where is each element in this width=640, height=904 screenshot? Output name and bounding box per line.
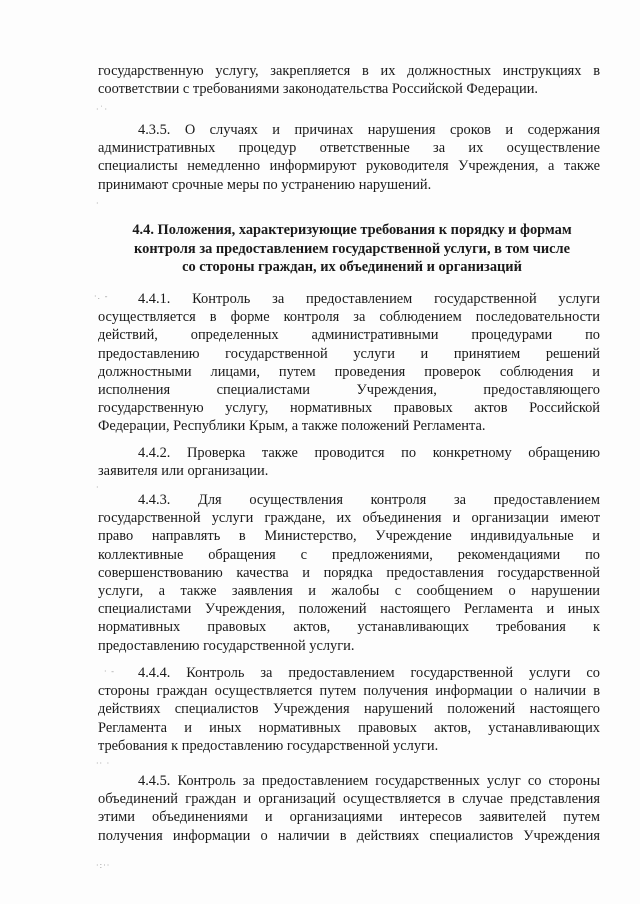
text-line: государственной услуги граждане, их объединения и организации имеют <box>98 510 600 527</box>
text-line: коллективные обращения с предложениями, рекомендациями по <box>98 546 600 563</box>
scan-speck: · <box>96 483 100 492</box>
text-line: 4.3.5. О случаях и причинах нарушения сроков и содержания <box>138 122 600 138</box>
paragraph-4-4-4 <box>98 664 600 755</box>
text-line: осуществляется в форме контроля за соблюдением последовательности <box>98 309 600 326</box>
text-line: объединений граждан и организаций осуществляется в случае представления <box>98 791 600 808</box>
text-line: совершенствованию качества и порядка предоставления государственной <box>98 564 600 581</box>
text-line: Регламента и иных нормативных правовых актов, устанавливающих <box>98 719 600 736</box>
paragraph-4-4-3 <box>98 491 600 655</box>
text-line: 4.4.2. Проверка также проводится по конкретному обращению <box>138 445 600 461</box>
heading-line: со стороны граждан, их объединений и организаций <box>182 259 522 276</box>
text-line: услуги, а также заявления и жалобы с сообщением о нарушении <box>98 582 600 599</box>
text-line: этими объединениями и организациями интересов заявителей путем <box>98 809 600 826</box>
text-line: действий, определенных административными процедурами по <box>98 327 600 344</box>
text-line: действиях специалистов Учреждения нарушений положений настоящего <box>98 701 600 718</box>
text-line: Федерации, Республики Крым, а также положений Регламента. <box>98 418 486 435</box>
text-line: специалистами Учреждения, положений настоящего Регламента и иных <box>98 601 600 618</box>
text-line: 4.4.1. Контроль за предоставлением государственной услуги <box>138 291 600 307</box>
scan-speck: ·˙· <box>96 105 109 114</box>
paragraph-4-4-1 <box>98 290 600 436</box>
section-heading-4-4 <box>110 221 594 277</box>
scan-speck: · <box>96 199 100 208</box>
text-line: 4.4.5. Контроль за предоставлением государственных услуг со стороны <box>138 773 600 789</box>
paragraph-4-4-2 <box>98 444 600 480</box>
text-line: 4.4.3. Для осуществления контроля за предоставлением <box>138 492 600 508</box>
text-line: специалисты немедленно информируют руководителя Учреждения, а также <box>98 158 600 175</box>
text-line: получения информации о наличии в действиях специалистов Учреждения <box>98 827 600 844</box>
paragraph-4-3-5 <box>98 121 600 194</box>
paragraph-continuation <box>98 62 600 98</box>
text-line: государственную услугу, нормативных правовых актов Российской <box>98 400 600 417</box>
text-line: право направлять в Министерство, Учреждение индивидуальные и <box>98 528 600 545</box>
text-line: административных процедур ответственные за их осуществление <box>98 140 600 157</box>
text-line: государственную услугу, закрепляется в их должностных инструкциях в <box>98 63 600 79</box>
text-line: стороны граждан осуществляется путем получения информации о наличии в <box>98 683 600 700</box>
text-line: требования к предоставлению государственной услуги. <box>98 737 439 754</box>
text-line: принимают срочные меры по устранению нарушений. <box>98 176 432 193</box>
text-line: нормативных правовых актов, устанавливающих требования к <box>98 619 600 636</box>
scan-speck: · - <box>104 667 115 676</box>
heading-line: 4.4. Положения, характеризующие требования к порядку и формам <box>132 222 572 238</box>
text-line: исполнения специалистами Учреждения, предоставляющего <box>98 381 600 398</box>
scan-speck: ·. - <box>94 292 109 301</box>
text-line: должностными лицами, путем проведения проверок соблюдения и <box>98 363 600 380</box>
heading-line: контроля за предоставлением государственной услуги, в том числе <box>134 240 570 257</box>
text-line: предоставлению государственной услуги и принятием решений <box>98 345 600 362</box>
scan-speck: ·:·· <box>96 861 111 870</box>
text-line: 4.4.4. Контроль за предоставлением государственной услуги со <box>138 665 600 681</box>
scan-speck: ·· · <box>96 759 111 768</box>
text-line: соответствии с требованиями законодательства Российской Федерации. <box>98 81 538 98</box>
text-line: предоставлению государственной услуги. <box>98 637 355 654</box>
paragraph-4-4-5 <box>98 772 600 845</box>
text-line: заявителя или организации. <box>98 463 269 480</box>
